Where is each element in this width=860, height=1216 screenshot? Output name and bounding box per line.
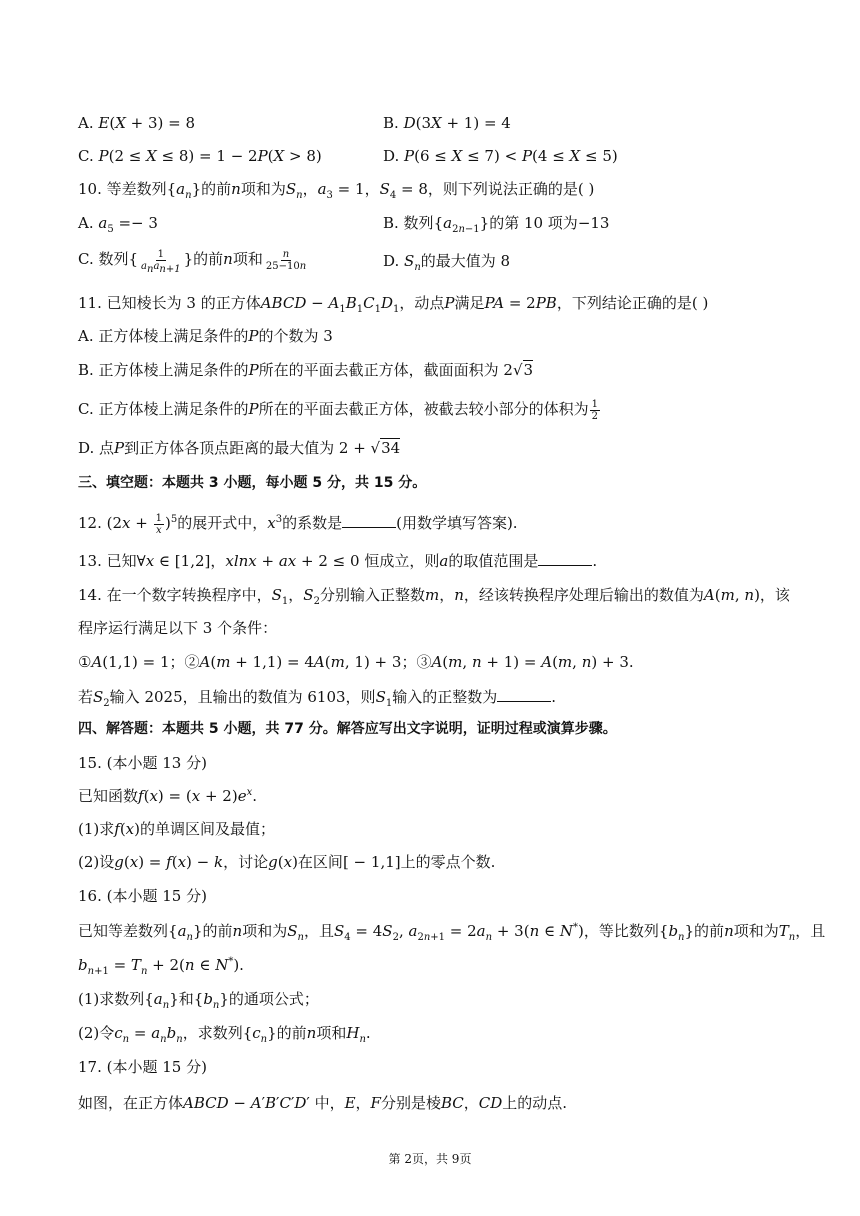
q17-line1: 如图，在正方体ABCD − A′B′C′D′ 中，E，F分别是棱BC，CD上的动点. [78,1094,568,1112]
q13-text: 13. 已知∀x ∈ [1,2]，xlnx + ax + 2 ≤ 0 恒成立，则a的取值范围是 . [78,552,598,570]
q14-conditions: ①A(1,1) = 1；②A(m + 1,1) = 4A(m, 1) + 3；③A(m, n + 1) = A(m, n) + 3. [78,653,634,671]
q16-label: 16. (本小题 15 分) [78,887,207,905]
q16-part2: (2)令$c_n = a_nb_n$，求数列$\{c_n\}$的前n项和$H_n$. [78,1024,371,1045]
q15-line1: 已知函数$f(x) = (x + 2)e^x$. [78,787,257,805]
q11-option-a: A. 正方体棱上满足条件的P的个数为 3 [78,327,333,345]
q10-option-a: A. $a_5 =- 3$ [78,214,158,235]
q11-option-c: C. 正方体棱上满足条件的P所在的平面去截正方体，被截去较小部分的体积为 $\frac{1}{2}$ [78,398,598,422]
q16-part1: (1)求数列$\{a_n\}$和$\{b_n\}$的通项公式； [78,990,319,1011]
page-footer: 第 2页，共 9页 [388,1152,472,1166]
q9-option-a: A. E(X + 3) = 8 [78,114,196,132]
q9-option-b: B. D(3X + 1) = 4 [383,114,511,132]
q13-answer-blank[interactable] [538,551,592,566]
q10-option-d: D. $S_n$的最大值为 8 [383,252,511,273]
q9-option-c: C. P(2 ≤ X ≤ 8) = 1 − 2P(X > 8) [78,147,322,165]
q10-stem: 10. 等差数列$\{a_n\}$的前n项和为$S_n$，$a_3 = 1$，$S_4 = 8$，则下列说法正确的是( ) [78,180,595,201]
q15-part2: (2)设g(x) = f(x) − k，讨论g(x)在区间[ − 1,1]上的零点个数. [78,853,496,871]
q10-option-b: B. 数列$\{a_{2n-1}\}$的第 10 项为−13 [383,214,610,235]
q12-text: 12. (2x + $\frac{1}{x}$ )$^5$的展开式中，$x^3$的系数是 (用数学填写答案). [78,512,518,536]
q11-option-b: B. 正方体棱上满足条件的P所在的平面去截正方体，截面面积为 2√3 [78,361,534,379]
q14-line2: 程序运行满足以下 3 个条件： [78,619,278,637]
q11-stem: 11. 已知棱长为 3 的正方体ABCD − $A_1B_1C_1D_1$，动点P满足PA = 2PB，下列结论正确的是( ) [78,294,709,315]
q11-option-d: D. 点P到正方体各顶点距离的最大值为 2 + √34 [78,439,401,457]
q14-line4: 若$S_2$输入 2025，且输出的数值为 6103，则$S_1$输入的正整数为 . [78,688,557,709]
q14-answer-blank[interactable] [497,687,551,702]
q15-part1: (1)求f(x)的单调区间及最值； [78,820,276,838]
section3-heading: 三、填空题：本题共 3 小题，每小题 5 分，共 15 分。 [78,475,427,491]
q10-option-c: C. 数列{ $\frac{1}{a_na_{n+1}}$ }的前n项和 $\frac{n}{25-10n}$ [78,248,307,275]
q14-line1: 14. 在一个数字转换程序中，$S_1$，$S_2$分别输入正整数m，n，经该转换程序处理后输出的数值为A(m, n)，该 [78,586,790,607]
q16-line1: 已知等差数列$\{a_n\}$的前n项和为$S_n$，且$S_4 = 4S_2$, $a_{2n+1} = 2a_n + 3(n$ ∈ N*)，等比数列$\{b_n\}$的前n项和为$T_n$，且 [78,922,826,943]
q17-label: 17. (本小题 15 分) [78,1058,207,1076]
q9-option-d: D. P(6 ≤ X ≤ 7) < P(4 ≤ X ≤ 5) [383,147,618,165]
q15-label: 15. (本小题 13 分) [78,754,207,772]
q16-line2: $b_{n+1} = T_n + 2(n$ ∈ N*). [78,956,244,977]
section4-heading: 四、解答题：本题共 5 小题，共 77 分。解答应写出文字说明，证明过程或演算步骤。 [78,721,617,737]
q12-answer-blank[interactable] [342,513,396,528]
